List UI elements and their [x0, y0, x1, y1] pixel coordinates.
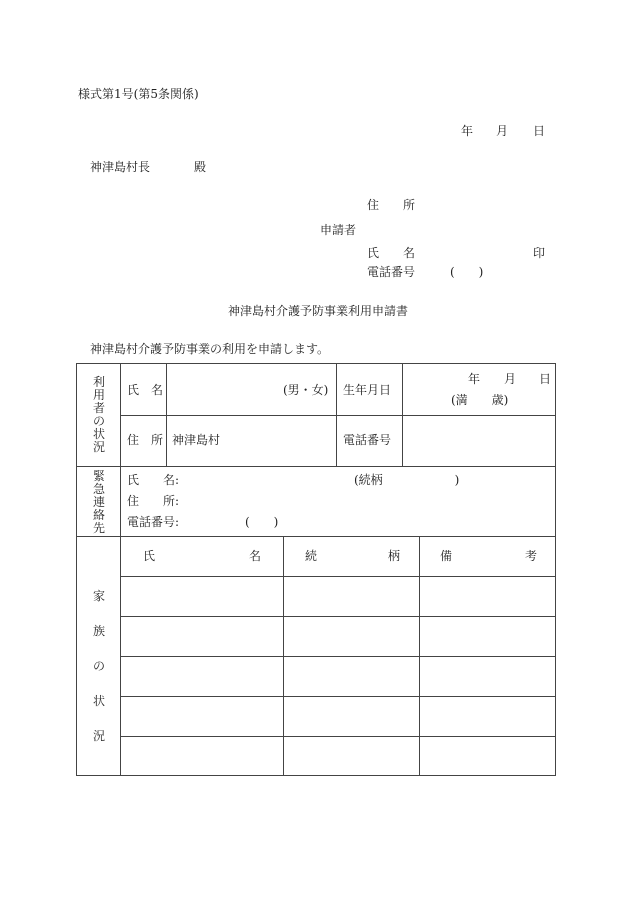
- family-section-label: 家族の状況: [92, 589, 105, 743]
- row-divider: [121, 415, 555, 416]
- birthdate-label: 生年月日: [343, 383, 392, 397]
- user-phone-label: 電話番号: [343, 433, 392, 447]
- birthdate-month: 月: [504, 372, 517, 386]
- family-col-name-a: 氏: [143, 549, 156, 563]
- section-divider: [77, 466, 555, 467]
- intro-text: 神津島村介護予防事業の利用を申請します。: [90, 342, 330, 356]
- emergency-address-label: 住 所:: [127, 494, 180, 508]
- seal-mark: 印: [533, 246, 546, 260]
- col-divider: [166, 364, 167, 466]
- emergency-relation: (続柄 ): [354, 473, 460, 487]
- date-day: 日: [533, 124, 546, 138]
- applicant-phone-paren: ( ): [450, 265, 484, 279]
- label-column-divider: [120, 364, 121, 775]
- row-divider: [121, 616, 555, 617]
- addressee-title: 神津島村長: [90, 160, 151, 174]
- applicant-phone-label: 電話番号: [367, 265, 416, 279]
- date-month: 月: [496, 124, 509, 138]
- form-number: 様式第1号(第5条関係): [78, 87, 199, 101]
- birthdate-year: 年: [468, 372, 481, 386]
- user-name-label: 氏 名: [127, 383, 164, 397]
- applicant-name-label: 氏 名: [367, 246, 416, 260]
- row-divider: [121, 736, 555, 737]
- emergency-phone-paren: ( ): [245, 515, 279, 529]
- col-divider: [419, 536, 420, 775]
- family-col-notes-a: 備: [440, 549, 453, 563]
- family-col-relation-b: 柄: [388, 549, 401, 563]
- user-gender: (男・女): [283, 383, 329, 397]
- user-address-label: 住 所: [127, 433, 164, 447]
- col-divider: [336, 364, 337, 466]
- family-col-name-b: 名: [249, 549, 262, 563]
- user-section-label: 利用者の状況: [92, 375, 105, 454]
- document-title: 神津島村介護予防事業利用申請書: [228, 304, 409, 318]
- application-table: [76, 363, 556, 776]
- col-divider: [402, 364, 403, 466]
- row-divider: [121, 696, 555, 697]
- emergency-phone-label: 電話番号:: [127, 515, 180, 529]
- col-divider: [283, 536, 284, 775]
- date-year: 年: [461, 124, 474, 138]
- family-col-notes-b: 考: [525, 549, 538, 563]
- section-divider: [77, 536, 555, 537]
- row-divider: [121, 656, 555, 657]
- applicant-label: 申請者: [320, 223, 357, 237]
- family-col-relation-a: 続: [305, 549, 318, 563]
- emergency-section-label: 緊急連絡先: [92, 469, 105, 535]
- birthdate-day: 日: [539, 372, 552, 386]
- addressee-honorific: 殿: [194, 160, 207, 174]
- applicant-address-label: 住 所: [367, 198, 416, 212]
- emergency-name-label: 氏 名:: [127, 473, 180, 487]
- row-divider: [121, 576, 555, 577]
- user-age: (満 歳): [451, 393, 509, 407]
- user-address-value: 神津島村: [172, 433, 221, 447]
